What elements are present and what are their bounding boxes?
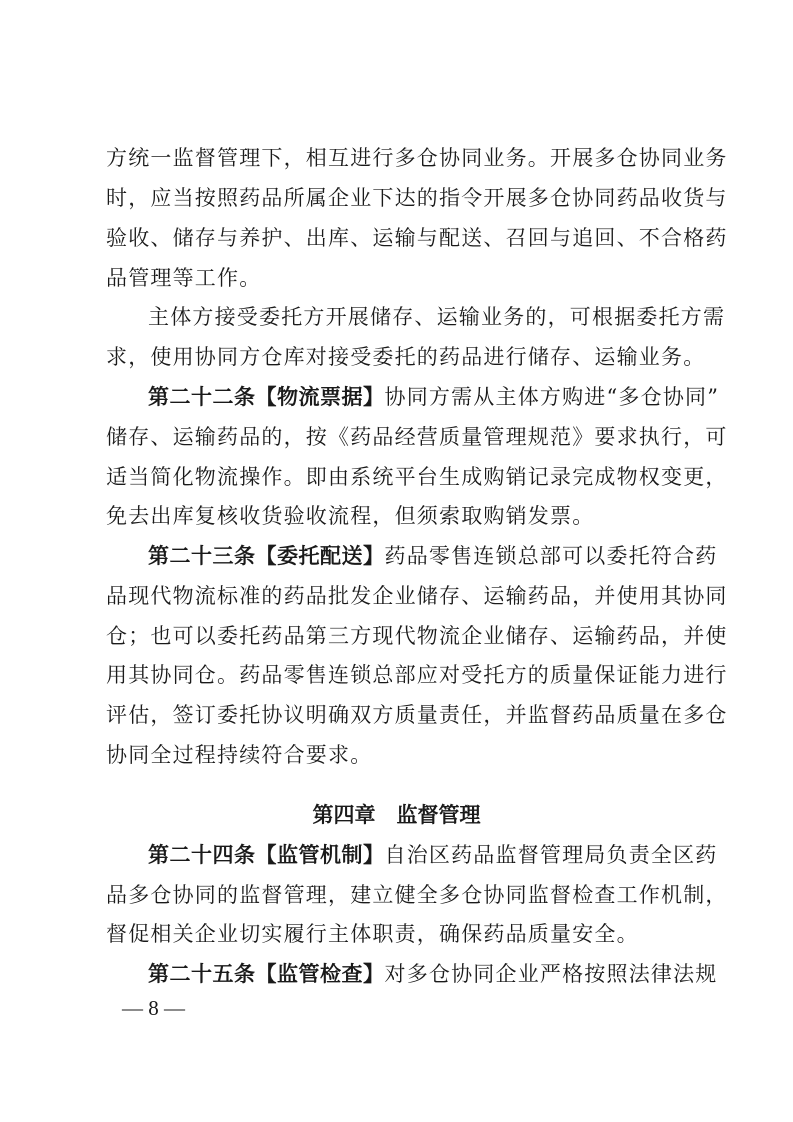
paragraph-line: 求，使用协同方仓库对接受委托的药品进行储存、运输业务。	[106, 345, 706, 369]
article-22-text: 协同方需从主体方购进“多仓协同”	[384, 385, 720, 409]
paragraph-line: 品现代物流标准的药品批发企业储存、运输药品，并使用其协同	[106, 584, 728, 608]
paragraph-line: 评估，签订委托协议明确双方质量责任，并监督药品质量在多仓	[106, 703, 728, 727]
article-25-text: 对多仓协同企业严格按照法律法规	[384, 962, 718, 986]
paragraph-line: 用其协同仓。药品零售连锁总部应对受托方的质量保证能力进行	[106, 663, 728, 687]
paragraph-line: 时，应当按照药品所属企业下达的指令开展多仓协同药品收货与	[106, 186, 728, 210]
paragraph-line: 免去出库复核收货验收流程，但须索取购销发票。	[106, 504, 595, 528]
paragraph-line: 品管理等工作。	[106, 266, 262, 290]
article-23-line	[148, 541, 718, 571]
article-24-title: 第二十四条【监管机制】	[148, 843, 385, 867]
paragraph-line: 方统一监督管理下，相互进行多仓协同业务。开展多仓协同业务	[106, 146, 728, 170]
paragraph-line: 适当简化物流操作。即由系统平台生成购销记录完成物权变更，	[106, 465, 728, 489]
page-number: — 8 —	[122, 996, 185, 1020]
paragraph-line: 督促相关企业切实履行主体职责，确保药品质量安全。	[106, 922, 639, 946]
paragraph-line: 品多仓协同的监督管理，建立健全多仓协同监督检查工作机制，	[106, 883, 728, 907]
paragraph-line: 仓；也可以委托药品第三方现代物流企业储存、运输药品，并使	[106, 624, 728, 648]
article-23-title: 第二十三条【委托配送】	[148, 544, 385, 568]
chapter-heading: 第四章 监督管理	[312, 802, 481, 827]
article-22-line	[148, 382, 719, 412]
paragraph-line: 主体方接受委托方开展储存、运输业务的，可根据委托方需	[148, 305, 726, 329]
article-23-text: 药品零售连锁总部可以委托符合药	[384, 544, 718, 568]
article-24-line	[148, 840, 718, 870]
article-24-text: 自治区药品监督管理局负责全区药	[384, 843, 718, 867]
paragraph-line: 验收、储存与养护、出库、运输与配送、召回与追回、不合格药	[106, 226, 728, 250]
paragraph-line: 储存、运输药品的，按《药品经营质量管理规范》要求执行，可	[106, 425, 728, 449]
article-25-line	[148, 959, 718, 989]
article-22-title: 第二十二条【物流票据】	[148, 385, 385, 409]
article-25-title: 第二十五条【监管检查】	[148, 962, 385, 986]
paragraph-line: 协同全过程持续符合要求。	[106, 743, 373, 767]
